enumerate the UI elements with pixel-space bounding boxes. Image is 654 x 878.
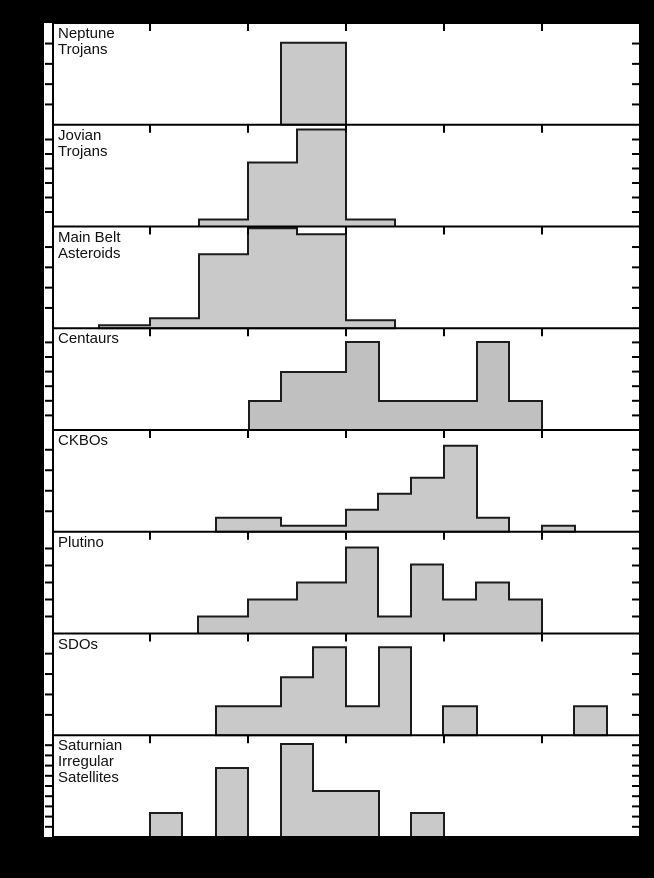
panel-label-saturnian-irregular-satellites: Saturnian Irregular Satellites bbox=[58, 737, 123, 787]
panel-label-sdos: SDOs bbox=[58, 635, 99, 653]
panel-label-jovian-trojans: Jovian Trojans bbox=[58, 126, 108, 160]
histogram-sdos-part2 bbox=[443, 706, 477, 735]
panel-label-neptune-trojans: Neptune Trojans bbox=[58, 25, 115, 58]
histogram-saturnian-irregular-satellites-part2 bbox=[216, 768, 248, 837]
panel-label-ckbos: CKBOs bbox=[58, 432, 109, 449]
panel-label-plutino: Plutino bbox=[58, 533, 104, 551]
histogram-neptune-trojans bbox=[281, 43, 346, 125]
panel-label-centaurs: Centaurs bbox=[58, 330, 119, 348]
histogram-saturnian-irregular-satellites-part1 bbox=[150, 813, 182, 837]
histogram-sdos-part3 bbox=[574, 706, 607, 735]
histogram-saturnian-irregular-satellites-part4 bbox=[411, 813, 444, 837]
panel-label-main-belt-asteroids: Main Belt Asteroids bbox=[58, 228, 121, 262]
